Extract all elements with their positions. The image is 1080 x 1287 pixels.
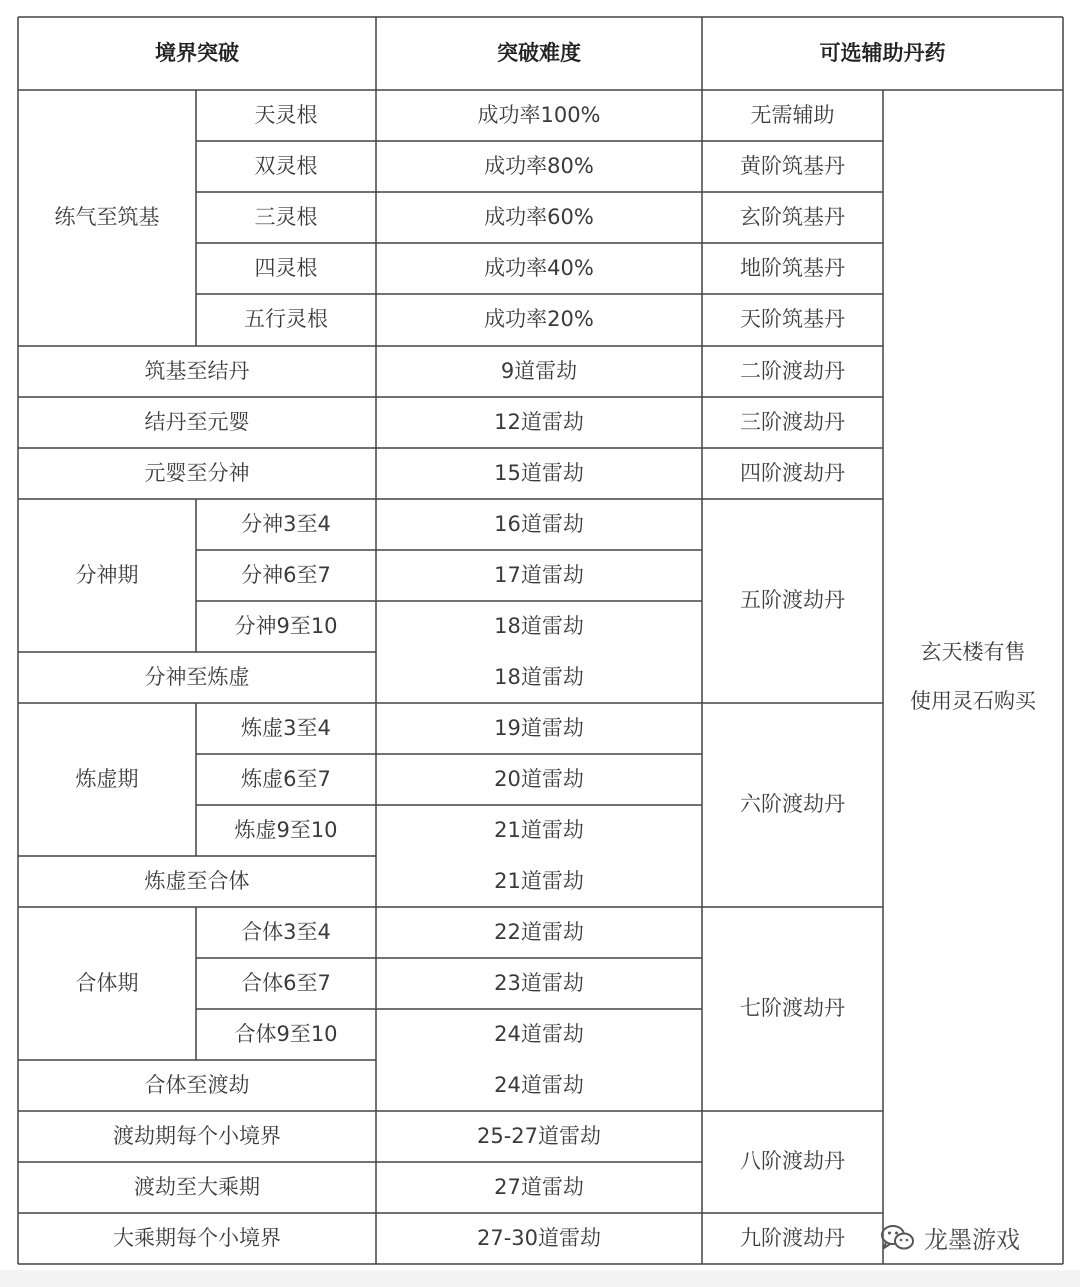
purchase-note: [883, 90, 1063, 1264]
pill-si-dujie: 四阶渡劫丹: [740, 460, 845, 485]
pill-tian-zhuji: 天阶筑基丹: [740, 307, 845, 332]
sub-si-linggen: 四灵根: [254, 255, 318, 280]
sub-lianxu-9-10: 炼虚9至10: [234, 817, 338, 842]
pill-liu-dujie: 六阶渡劫丹: [740, 792, 845, 817]
difficulty-cell: 12道雷劫: [494, 409, 584, 434]
difficulty-cell: 24道雷劫: [494, 1072, 584, 1097]
pill-san-dujie: 三阶渡劫丹: [740, 409, 845, 434]
difficulty-cell: 22道雷劫: [494, 919, 584, 944]
sub-lianxu-6-7: 炼虚6至7: [241, 766, 331, 791]
realm-dacheng-minor: 大乘期每个小境界: [113, 1225, 281, 1250]
realm-dujie-dacheng: 渡劫至大乘期: [134, 1174, 260, 1199]
pill-jiu-dujie: 九阶渡劫丹: [740, 1225, 845, 1250]
watermark: [880, 1220, 1020, 1255]
header-pills: 可选辅助丹药: [819, 40, 946, 65]
difficulty-cell: 19道雷劫: [494, 715, 584, 740]
group-lianqi-zhuji: 练气至筑基: [54, 205, 160, 230]
difficulty-cell: 成功率80%: [484, 153, 594, 178]
realm-dujie-minor: 渡劫期每个小境界: [113, 1123, 281, 1148]
difficulty-cell: 27道雷劫: [494, 1174, 584, 1199]
pill-ba-dujie: 八阶渡劫丹: [740, 1149, 845, 1174]
sub-san-linggen: 三灵根: [254, 204, 318, 229]
sub-wuxing-linggen: 五行灵根: [244, 307, 328, 332]
header-difficulty: 突破难度: [497, 40, 581, 65]
wechat-icon: [880, 1223, 916, 1253]
difficulty-cell: 21道雷劫: [494, 868, 584, 893]
pill-qi-dujie: 七阶渡劫丹: [740, 996, 845, 1021]
difficulty-cell: 24道雷劫: [494, 1021, 584, 1046]
difficulty-cell: 成功率20%: [484, 307, 594, 332]
realm-jiedan-yuanying: 结丹至元婴: [144, 409, 250, 434]
sub-heti-9-10: 合体9至10: [234, 1021, 338, 1046]
sub-fenshen-9-10: 分神9至10: [234, 613, 338, 638]
difficulty-cell: 9道雷劫: [500, 358, 578, 383]
pill-di-zhuji: 地阶筑基丹: [740, 255, 845, 280]
difficulty-cell: 成功率60%: [484, 204, 594, 229]
group-heti: 合体期: [75, 970, 139, 995]
pill-er-dujie: 二阶渡劫丹: [740, 358, 845, 383]
difficulty-cell: 25-27道雷劫: [476, 1123, 602, 1148]
pill-wuxu: 无需辅助: [750, 102, 835, 127]
sub-fenshen-6-7: 分神6至7: [241, 562, 331, 587]
realm-heti-dujie: 合体至渡劫: [144, 1072, 250, 1097]
realm-zhuji-jiedan: 筑基至结丹: [144, 358, 250, 383]
group-lianxu: 炼虚期: [75, 766, 139, 791]
realm-lianxu-heti: 炼虚至合体: [144, 868, 250, 893]
pill-huang-zhuji: 黄阶筑基丹: [740, 153, 845, 178]
difficulty-cell: 27-30道雷劫: [476, 1225, 602, 1250]
sub-tian-linggen: 天灵根: [254, 102, 318, 127]
difficulty-cell: 23道雷劫: [494, 970, 584, 995]
sub-lianxu-3-4: 炼虚3至4: [241, 715, 331, 740]
group-fenshen: 分神期: [75, 562, 139, 587]
watermark-text: 龙墨游戏: [924, 1226, 1020, 1254]
pill-wu-dujie: 五阶渡劫丹: [740, 588, 845, 613]
sub-heti-6-7: 合体6至7: [241, 970, 331, 995]
note-line-1: 玄天楼有售: [920, 639, 1026, 664]
realm-fenshen-lianxu: 分神至炼虚: [144, 664, 250, 689]
pill-xuan-zhuji: 玄阶筑基丹: [740, 204, 845, 229]
difficulty-cell: 17道雷劫: [494, 562, 584, 587]
sub-heti-3-4: 合体3至4: [241, 919, 331, 944]
difficulty-cell: 成功率100%: [477, 102, 601, 127]
note-line-2: 使用灵石购买: [910, 689, 1036, 713]
difficulty-cell: 21道雷劫: [494, 817, 584, 842]
sub-shuang-linggen: 双灵根: [254, 153, 318, 178]
difficulty-cell: 18道雷劫: [494, 613, 584, 638]
difficulty-cell: 20道雷劫: [494, 766, 584, 791]
bottom-strip: [0, 1270, 1080, 1287]
header-realm: 境界突破: [155, 40, 239, 65]
difficulty-cell: 16道雷劫: [494, 511, 584, 536]
difficulty-cell: 15道雷劫: [494, 460, 584, 485]
difficulty-cell: 18道雷劫: [494, 664, 584, 689]
difficulty-cell: 成功率40%: [484, 255, 594, 280]
sub-fenshen-3-4: 分神3至4: [241, 511, 331, 536]
realm-yuanying-fenshen: 元婴至分神: [144, 460, 250, 485]
